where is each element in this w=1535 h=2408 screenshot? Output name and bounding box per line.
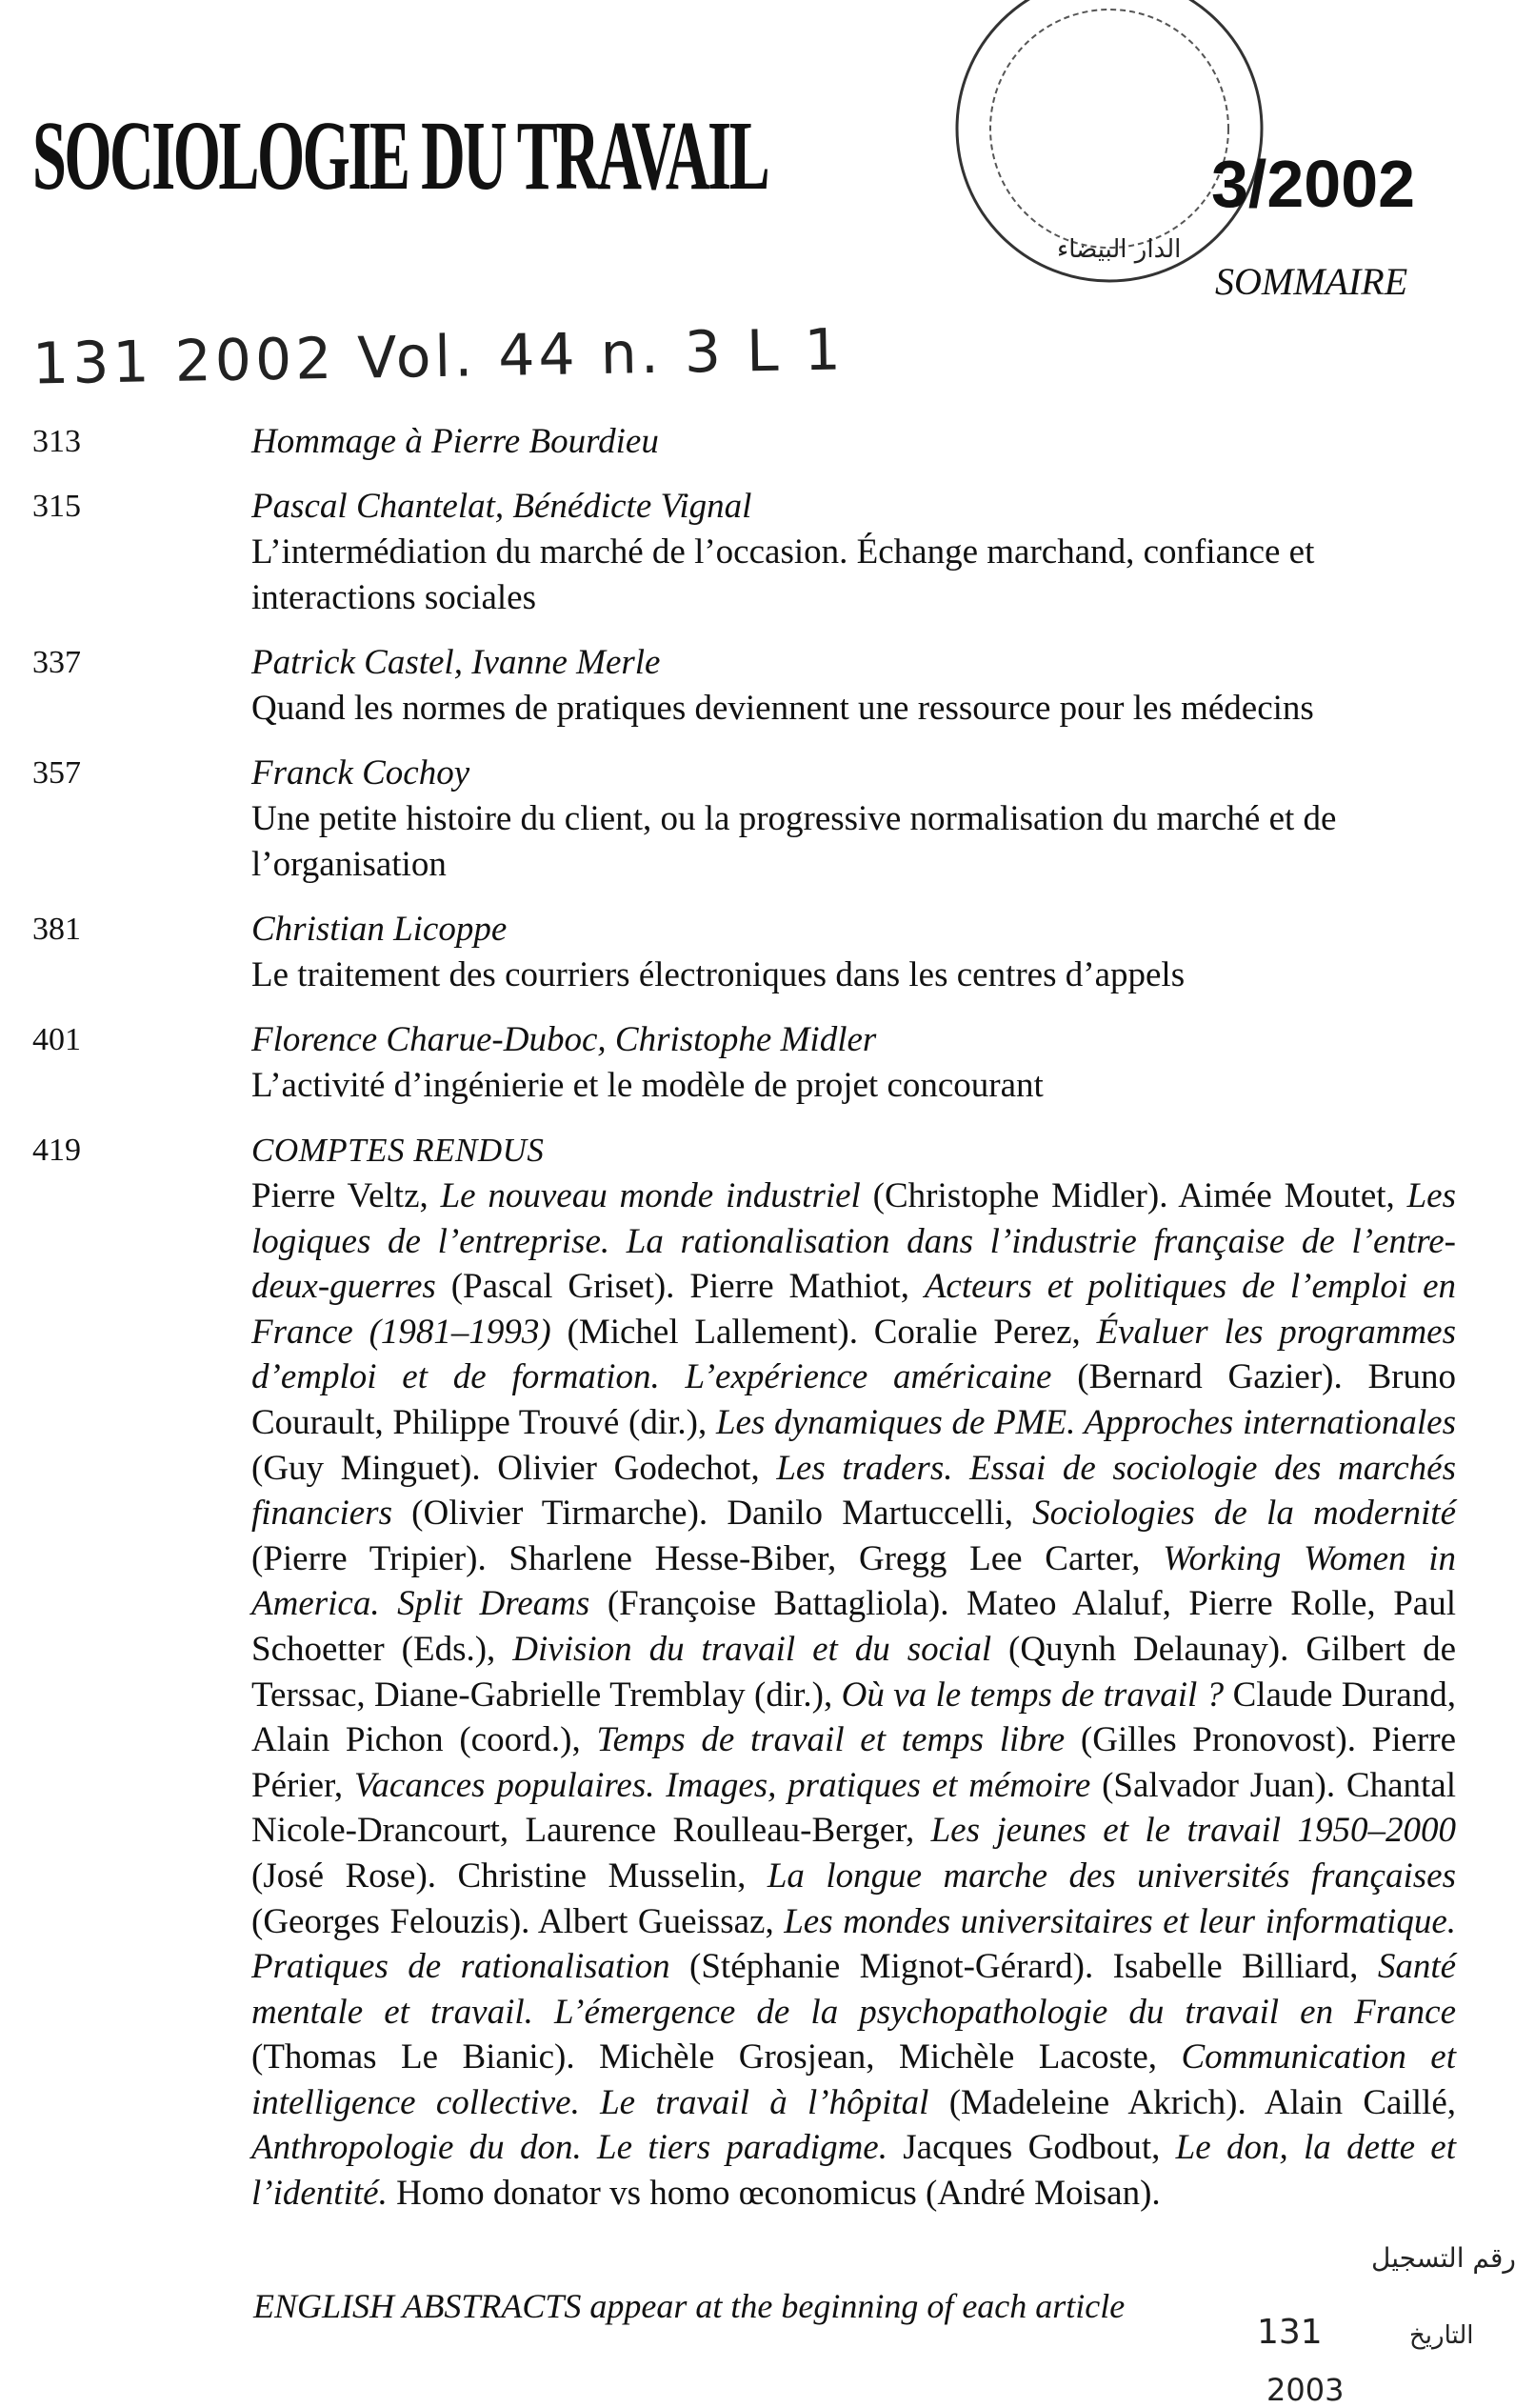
review-author: Albert Gueissaz, [537,1901,785,1941]
review-work-title: Les jeunes et le travail 1950–2000 [930,1811,1456,1851]
review-reviewer: (Stéphanie Mignot-Gérard). [669,1947,1113,1987]
review-reviewer: (Bernard Gazier). [1051,1357,1368,1397]
journal-title: SOCIOLOGIE DU TRAVAIL [32,101,768,211]
review-author: Bruno Courault, Philippe Trouvé (dir.), [251,1357,1456,1442]
toc-entry [32,419,1461,465]
review-author: Isabelle Billiard, [1112,1947,1378,1987]
entry-authors: Hommage à Pierre Bourdieu [251,422,659,461]
review-author: Olivier Godechot, [497,1448,777,1488]
review-work-title: Évaluer les programmes d’emploi et de formation. L’expérience américaine [251,1312,1456,1397]
english-abstracts-note: ENGLISH ABSTRACTS appear at the beginning of each article [253,2287,1126,2325]
page-number: 401 [32,1022,81,1057]
registration-number: 131 [1257,2313,1323,2352]
table-of-contents [32,419,1461,2236]
toc-entry [32,1017,1461,1109]
review-reviewer: Homo donator vs homo œconomicus (André Moisan). [387,2174,1161,2214]
review-author: Christine Musselin, [457,1856,768,1896]
review-author: Claude Durand, Alain Pichon (coord.), [251,1675,1456,1760]
entry-title: Une petite histoire du client, ou la progressive normalisation du marché et de l’organisation [251,799,1337,884]
reviews-paragraph [251,1174,1456,2217]
page-number: 315 [32,489,81,524]
review-work-title: Le nouveau monde industriel [440,1176,861,1215]
page-number: 357 [32,755,81,791]
review-work-title: Anthropologie du don. Le tiers paradigme. [251,2128,887,2168]
page-number: 381 [32,912,81,947]
review-author: Gilbert de Terssac, Diane-Gabrielle Tremblay (dir.), [251,1629,1456,1715]
page-number: 313 [32,424,81,459]
page-number: 419 [32,1133,81,1168]
entry-authors: Patrick Castel, Ivanne Merle [251,643,661,682]
review-author: Chantal Nicole-Drancourt, Laurence Roulleau-Berger, [251,1765,1456,1851]
review-work-title: Les logiques de l’entreprise. La rationalisation dans l’industrie française de l’entre-deux-guerres [251,1176,1457,1307]
review-work-title: Sociologies de la modernité [1032,1494,1457,1534]
handwritten-call-number: 131 2002 Vol. 44 n. 3 L 1 [31,316,846,398]
review-work-title: Working Women in America. Split Dreams [251,1538,1456,1624]
review-author: Coralie Perez, [873,1312,1097,1352]
date-label: التاريخ [1409,2321,1474,2350]
toc-entry [32,751,1461,888]
entry-authors: Franck Cochoy [251,753,470,793]
review-work-title: Division du travail et du social [512,1629,992,1669]
review-reviewer: (Christophe Midler). [860,1176,1179,1215]
review-work-title: Communication et intelligence collective. Le travail à l’hôpital [251,2037,1456,2122]
sommaire-label: SOMMAIRE [1215,260,1408,303]
entry-authors: Christian Licoppe [251,910,508,949]
stamp-inner-ring [990,10,1228,248]
review-work-title: Le don, la dette et l’identité. [251,2128,1456,2214]
review-work-title: Vacances populaires. Images, pratiques et mémoire [353,1765,1091,1805]
entry-authors: Pascal Chantelat, Bénédicte Vignal [251,487,752,526]
review-author: Michèle Grosjean, Michèle Lacoste, [599,2037,1182,2077]
entry-authors: Florence Charue-Duboc, Christophe Midler [251,1020,877,1059]
registration-stamp [1228,2200,1535,2408]
review-author: Pierre Mathiot, [689,1267,925,1307]
review-reviewer: (José Rose). [251,1856,458,1896]
review-work-title: Les dynamiques de PME. Approches internationales [715,1402,1456,1442]
review-work-title: Les mondes universitaires et leur informatique. Pratiques de rationalisation [251,1901,1456,1987]
page-number: 337 [32,645,81,680]
toc-entry [32,484,1461,621]
review-author: Jacques Godbout, [903,2128,1176,2168]
review-reviewer [1224,1676,1232,1715]
review-reviewer: (Thomas Le Bianic). [251,2037,600,2077]
review-work-title: Santé mentale et travail. L’émergence de la psychopathologie du travail en France [251,1947,1457,2032]
review-reviewer: (Pascal Griset). [435,1267,690,1307]
review-reviewer: (Gilles Pronovost). [1065,1720,1372,1760]
review-work-title: Temps de travail et temps libre [596,1720,1066,1760]
toc-entry [32,640,1461,732]
review-reviewer: (Georges Felouzis). [251,1901,538,1941]
review-reviewer: (Olivier Tirmarche). [391,1494,728,1534]
review-work-title: Où va le temps de travail ? [841,1675,1225,1715]
comptes-rendus-entry [32,1128,1461,2217]
review-reviewer [887,2128,903,2167]
issue-number: 3/2002 [1211,147,1416,221]
entry-title: Le traitement des courriers électroniques dans les centres d’appels [251,955,1186,994]
review-author: Sharlene Hesse-Biber, Gregg Lee Carter, [508,1538,1164,1578]
registration-label: رقم التسجيل [1371,2242,1516,2274]
entry-title: L’activité d’ingénierie et le modèle de projet concourant [251,1066,1044,1105]
review-reviewer: (Madeleine Akrich). [928,2082,1265,2122]
stamp-text: الدار البيضاء [1057,235,1182,264]
review-reviewer: (Salvador Juan). [1090,1765,1346,1805]
review-reviewer: (Quynh Delaunay). [991,1629,1306,1669]
comptes-rendus-heading: COMPTES RENDUS [251,1132,545,1169]
review-work-title: Les traders. Essai de sociologie des marchés financiers [251,1448,1456,1534]
entry-title: L’intermédiation du marché de l’occasion. Échange marchand, confiance et interactions sociales [251,532,1315,617]
review-reviewer: (Françoise Battagliola). [589,1584,967,1624]
review-reviewer: (Pierre Tripier). [251,1538,509,1578]
review-work-title: La longue marche des universités françaises [767,1856,1456,1896]
review-author: Danilo Martuccelli, [727,1494,1033,1534]
review-author: Aimée Moutet, [1178,1176,1407,1215]
review-reviewer: (Guy Minguet). [251,1448,498,1488]
toc-entry [32,907,1461,998]
review-author: Alain Caillé, [1264,2082,1456,2122]
review-author: Pierre Périer, [251,1720,1456,1805]
review-author: Mateo Alaluf, Pierre Rolle, Paul Schoetter (Eds.), [251,1584,1456,1669]
review-work-title: Acteurs et politiques de l’emploi en France (1981–1993) [251,1267,1456,1352]
date-value: 2003 [1266,2372,1345,2408]
review-reviewer: (Michel Lallement). [550,1312,874,1352]
entry-title: Quand les normes de pratiques deviennent une ressource pour les médecins [251,689,1314,728]
review-author: Pierre Veltz, [251,1176,441,1215]
